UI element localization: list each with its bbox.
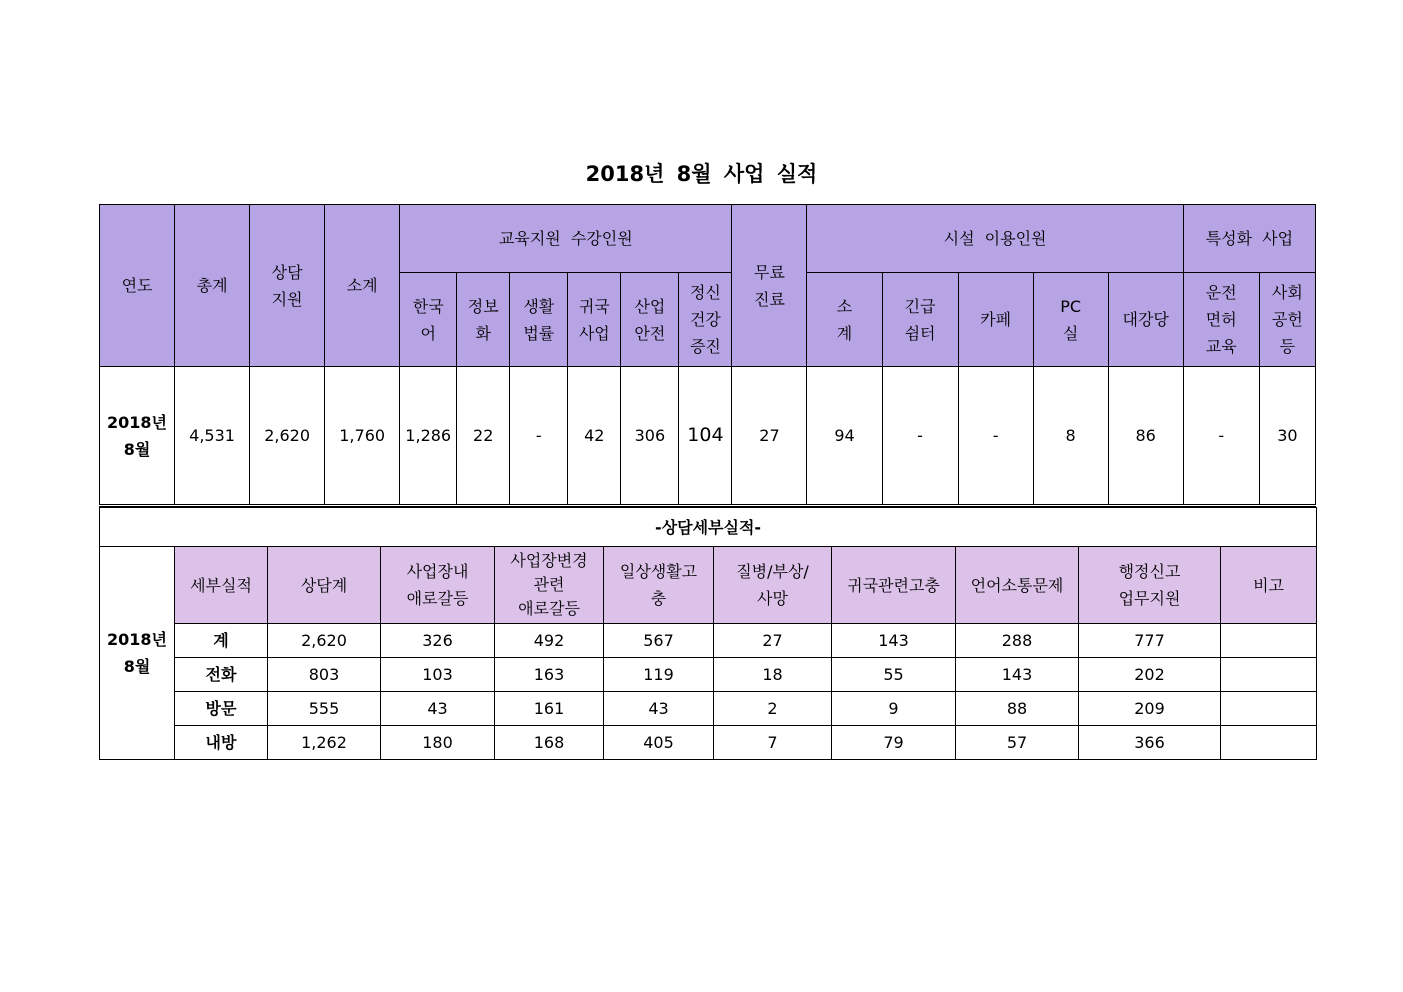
cell-language: 88	[956, 692, 1079, 726]
cell-note	[1221, 692, 1317, 726]
cell-fac-pc: 8	[1033, 367, 1108, 506]
cell-daily: 405	[604, 726, 714, 760]
cell-admin: 202	[1079, 658, 1221, 692]
header-total: 총계	[175, 205, 250, 367]
cell-return: 55	[832, 658, 956, 692]
cell-counsel: 2,620	[250, 367, 325, 506]
cell-note	[1221, 658, 1317, 692]
table-row	[100, 624, 1317, 658]
header-year: 연도	[100, 205, 175, 367]
detail-header-return: 귀국관련고충	[832, 547, 956, 624]
detail-header-total: 상담계	[268, 547, 381, 624]
detail-row-label: 방문	[175, 692, 268, 726]
cell-return: 9	[832, 692, 956, 726]
performance-table	[99, 204, 1316, 507]
header-edu-safety: 산업 안전	[621, 273, 679, 367]
header-education-group: 교육지원 수강인원	[400, 205, 732, 273]
header-sp-driving: 운전 면허 교육	[1183, 273, 1259, 367]
detail-header-workplace: 사업장내 애로갈등	[381, 547, 495, 624]
cell-admin: 209	[1079, 692, 1221, 726]
cell-fac-cafe: -	[958, 367, 1033, 506]
detail-row-label: 계	[175, 624, 268, 658]
cell-fac-hall: 86	[1108, 367, 1183, 506]
cell-note	[1221, 726, 1317, 760]
cell-language: 288	[956, 624, 1079, 658]
header-fac-hall: 대강당	[1108, 273, 1183, 367]
cell-change: 168	[495, 726, 604, 760]
page-title: 2018년 8월 사업 실적	[585, 162, 818, 186]
header-fac-pc: PC 실	[1033, 273, 1108, 367]
header-edu-return: 귀국 사업	[568, 273, 621, 367]
cell-edu-safety: 306	[621, 367, 679, 506]
cell-admin: 366	[1079, 726, 1221, 760]
header-subtotal: 소계	[325, 205, 400, 367]
header-edu-mental: 정신 건강 증진	[679, 273, 732, 367]
cell-workplace: 43	[381, 692, 495, 726]
cell-edu-info: 22	[457, 367, 510, 506]
cell-daily: 119	[604, 658, 714, 692]
header-special-group: 특성화 사업	[1183, 205, 1315, 273]
detail-header-note: 비고	[1221, 547, 1317, 624]
cell-language: 143	[956, 658, 1079, 692]
header-edu-info: 정보 화	[457, 273, 510, 367]
table-row	[100, 692, 1317, 726]
detail-row-label: 전화	[175, 658, 268, 692]
cell-total: 1,262	[268, 726, 381, 760]
cell-total: 555	[268, 692, 381, 726]
cell-illness: 18	[714, 658, 832, 692]
cell-workplace: 180	[381, 726, 495, 760]
cell-illness: 27	[714, 624, 832, 658]
cell-sp-driving: -	[1183, 367, 1259, 506]
cell-subtotal: 1,760	[325, 367, 400, 506]
detail-subtitle: -상담세부실적-	[100, 508, 1317, 547]
cell-daily: 43	[604, 692, 714, 726]
cell-daily: 567	[604, 624, 714, 658]
table-row	[100, 658, 1317, 692]
cell-workplace: 326	[381, 624, 495, 658]
table-row	[100, 367, 1316, 506]
cell-change: 161	[495, 692, 604, 726]
detail-header-admin: 행정신고 업무지원	[1079, 547, 1221, 624]
cell-workplace: 103	[381, 658, 495, 692]
cell-edu-life-law: -	[510, 367, 568, 506]
detail-row-label: 내방	[175, 726, 268, 760]
cell-language: 57	[956, 726, 1079, 760]
table-row	[100, 726, 1317, 760]
row-year: 2018년 8월	[100, 367, 175, 506]
cell-illness: 7	[714, 726, 832, 760]
cell-return: 79	[832, 726, 956, 760]
cell-admin: 777	[1079, 624, 1221, 658]
header-free-care: 무료 진료	[732, 205, 807, 367]
cell-edu-mental: 104	[679, 367, 732, 506]
header-fac-shelter: 긴급 쉼터	[882, 273, 958, 367]
cell-total: 2,620	[268, 624, 381, 658]
cell-fac-subtotal: 94	[807, 367, 882, 506]
cell-edu-return: 42	[568, 367, 621, 506]
cell-illness: 2	[714, 692, 832, 726]
detail-header-language: 언어소통문제	[956, 547, 1079, 624]
detail-header-daily: 일상생활고 충	[604, 547, 714, 624]
header-fac-cafe: 카페	[958, 273, 1033, 367]
detail-header-category: 세부실적	[175, 547, 268, 624]
cell-sp-social: 30	[1259, 367, 1315, 506]
cell-fac-shelter: -	[882, 367, 958, 506]
header-edu-life-law: 생활 법률	[510, 273, 568, 367]
cell-free-care: 27	[732, 367, 807, 506]
header-fac-subtotal: 소 계	[807, 273, 882, 367]
cell-total: 803	[268, 658, 381, 692]
header-counsel: 상담 지원	[250, 205, 325, 367]
cell-return: 143	[832, 624, 956, 658]
cell-note	[1221, 624, 1317, 658]
cell-total: 4,531	[175, 367, 250, 506]
header-facility-group: 시설 이용인원	[807, 205, 1183, 273]
detail-header-illness: 질병/부상/ 사망	[714, 547, 832, 624]
cell-change: 163	[495, 658, 604, 692]
cell-change: 492	[495, 624, 604, 658]
cell-edu-korean: 1,286	[400, 367, 457, 506]
header-sp-social: 사회 공헌 등	[1259, 273, 1315, 367]
detail-header-change: 사업장변경 관련 애로갈등	[495, 547, 604, 624]
counsel-detail-table	[99, 507, 1317, 760]
detail-year: 2018년 8월	[100, 547, 175, 760]
header-edu-korean: 한국 어	[400, 273, 457, 367]
